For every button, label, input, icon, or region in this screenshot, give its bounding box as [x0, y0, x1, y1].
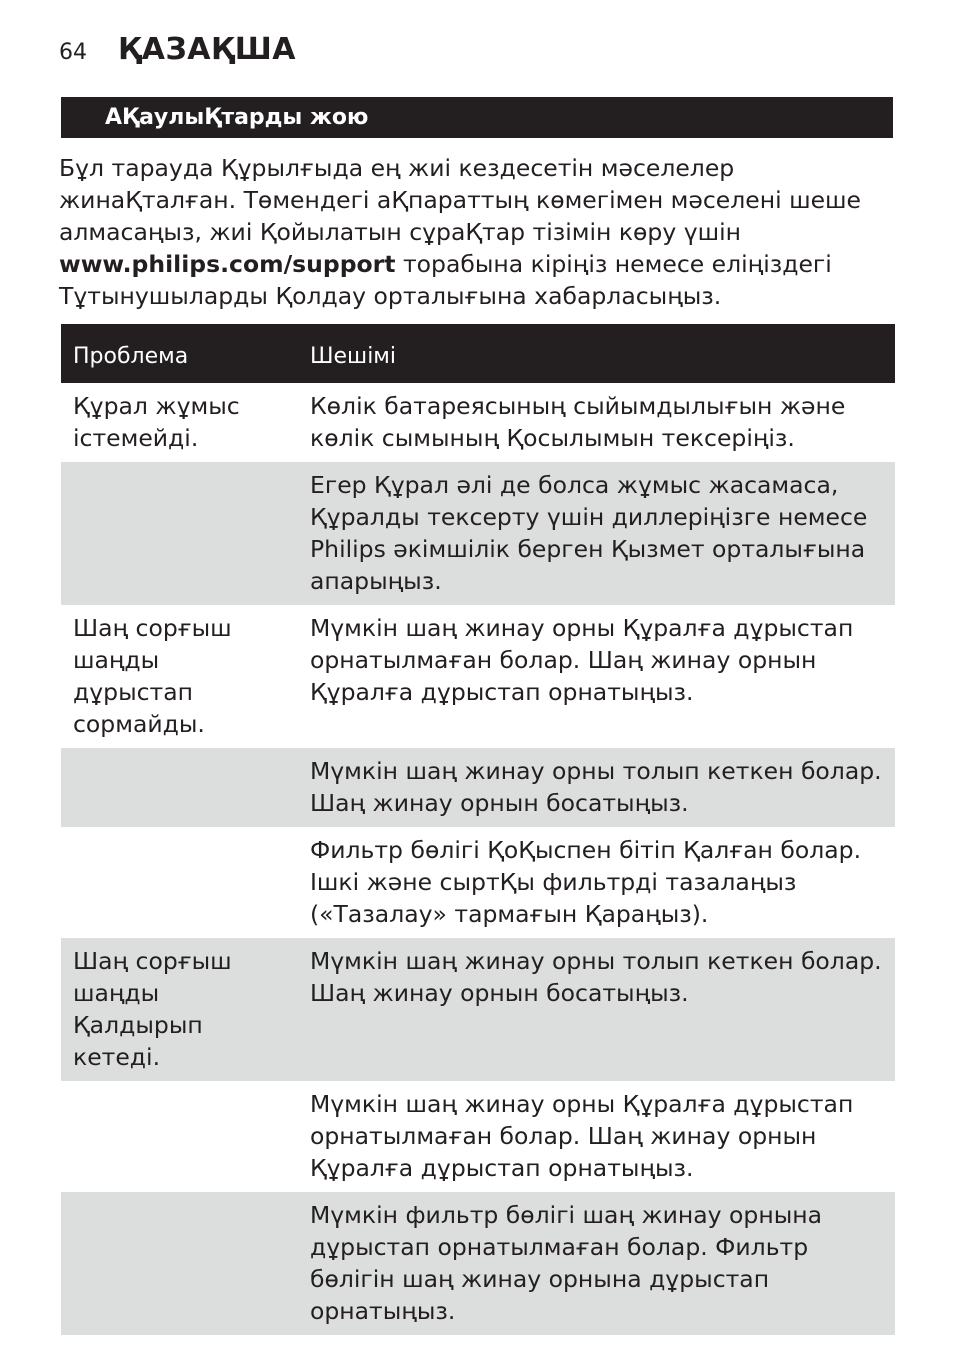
- table-row: [61, 383, 895, 462]
- table-row: [61, 605, 895, 748]
- header-problem: Проблема: [61, 324, 298, 383]
- solution-cell: Фильтр бөлігі ҚоҚыспен бітіп Қалған болар. Ішкі және сыртҚы фильтрді тазалаңыз («Тазалау» тармағын Қараңыз).: [310, 836, 862, 928]
- problem-cell: [61, 462, 298, 605]
- solution-cell: Мүмкін фильтр бөлігі шаң жинау орнына дұрыстап орнатылмаған болар. Фильтр бөлігін шаң жинау орнына дұрыстап орнатыңыз.: [298, 1192, 895, 1335]
- problem-cell: [61, 827, 298, 938]
- section-header-bar: [61, 97, 893, 138]
- solution-cell: Мүмкін шаң жинау орны толып кеткен болар. Шаң жинау орнын босатыңыз.: [298, 748, 895, 827]
- language-title: ҚАЗАҚША: [118, 32, 297, 67]
- problem-cell: Шаң сорғыш шаңды дұрыстап сормайды.: [73, 614, 232, 738]
- table-row: [61, 748, 895, 827]
- page-number: 64: [59, 40, 87, 65]
- solution-cell: Көлік батареясының сыйымдылығын және көлік сымының Қосылымын тексеріңіз.: [310, 392, 846, 452]
- table-row: [61, 462, 895, 605]
- intro-paragraph: [59, 152, 889, 312]
- problem-cell: Құрал жұмыс істемейді.: [73, 392, 240, 452]
- troubleshooting-table: [61, 324, 895, 1335]
- table-row: [61, 827, 895, 938]
- solution-cell: Егер Құрал әлі де болса жұмыс жасамаса, Құралды тексерту үшін диллеріңізге немесе Philips әкімшілік берген Қызмет орталығына апарыңыз.: [298, 462, 895, 605]
- section-title: АҚаулыҚтарды жою: [105, 105, 369, 130]
- support-link[interactable]: www.philips.com/support: [59, 250, 396, 278]
- intro-text: Бұл тарауда Құрылғыда ең жиі кездесетін мәселелер жинаҚталған. Төмендегі аҚпараттың көмегімен мәселені шеше алмасаңыз, жиі Қойылатын сұраҚтар тізімін көру үшін: [59, 154, 861, 246]
- problem-cell: [61, 748, 298, 827]
- header-solution: Шешімі: [298, 324, 895, 383]
- problem-cell: [61, 1192, 298, 1335]
- table-row: [61, 1081, 895, 1192]
- solution-cell: Мүмкін шаң жинау орны толып кеткен болар. Шаң жинау орнын босатыңыз.: [298, 938, 895, 1081]
- solution-cell: Мүмкін шаң жинау орны Құралға дұрыстап орнатылмаған болар. Шаң жинау орнын Құралға дұрыстап орнатыңыз.: [310, 614, 854, 706]
- intro-text-end: торабына кіріңіз немесе еліңіздегі Тұтынушыларды Қолдау орталығына хабарласыңыз.: [59, 250, 832, 310]
- problem-cell: Шаң сорғыш шаңды Қалдырып кетеді.: [61, 938, 298, 1081]
- solution-cell: Мүмкін шаң жинау орны Құралға дұрыстап орнатылмаған болар. Шаң жинау орнын Құралға дұрыстап орнатыңыз.: [310, 1090, 854, 1182]
- table-row: [61, 1192, 895, 1335]
- table-header-row: [61, 324, 895, 383]
- table-row: [61, 938, 895, 1081]
- problem-cell: [61, 1081, 298, 1192]
